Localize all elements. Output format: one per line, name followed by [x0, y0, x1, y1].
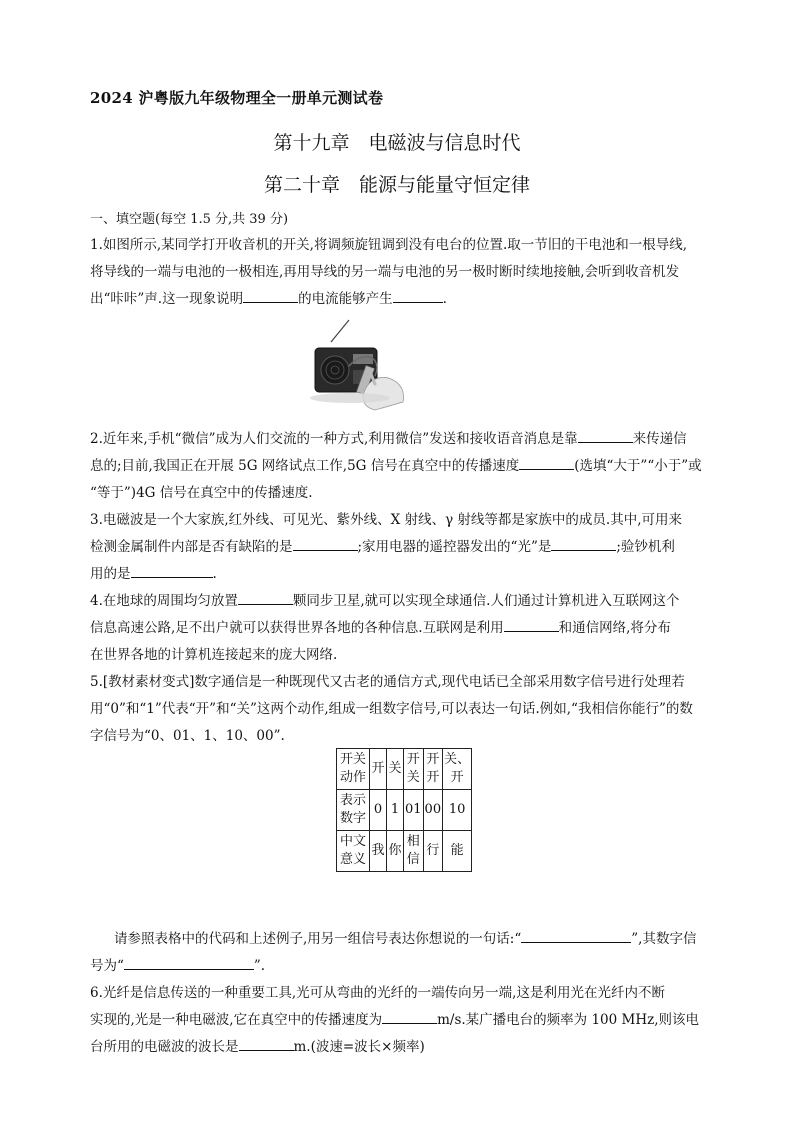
table-row: 开关动作 开 关 开关 开开 关、开 — [337, 749, 472, 790]
question-2: 2.近年来,手机“微信”成为人们交流的一种方式,利用微信”发送和接收语音消息是靠 来传递信 息的;目前,我国正在开展 5G 网络试点工作,5G 信号在真空中的传播速度 (选填“大于”“小于”或 “等于”)4G 信号在真空中的传播速度. — [90, 426, 705, 507]
answer-blank[interactable] — [521, 928, 631, 943]
question-1 — [90, 232, 705, 313]
table-row: 表示数字 0 1 01 00 10 — [337, 790, 472, 831]
question-3: 3.电磁波是一个大家族,红外线、可见光、紫外线、X 射线、γ 射线等都是家族中的成员.其中,可用来 检测金属制件内部是否有缺陷的是 ;家用电器的遥控器发出的“光”是 ;验钞机利 用的是 . — [90, 512, 683, 582]
answer-blank[interactable] — [124, 955, 254, 970]
question-5: 5.[教材素材变式]数字通信是一种既现代又古老的通信方式,现代电话已全部采用数字信号进行处理若 用“0”和“1”代表“开”和“关”这两个动作,组成一组数字信号,可以表达一句话.例如,“我相信你能行”的数 字信号为“0、01、1、10、00”. — [90, 674, 693, 744]
answer-blank[interactable] — [578, 428, 633, 443]
question-4: 4.在地球的周围均匀放置 颗同步卫星,就可以实现全球通信.人们通过计算机进入互联网这个 信息高速公路,足不出户就可以获得世界各地的各种信息.互联网是利用 和通信网络,将分布 在世界各地的计算机连接起来的庞大网络. — [90, 588, 705, 669]
q1-line-3: 出“咔咔”声.这一现象说明 的电流能够产生 . — [90, 286, 705, 313]
q1-line-2: 将导线的一端与电池的一极相连,再用导线的另一端与电池的另一极时断时续地接触,会听到收音机发 — [90, 264, 680, 280]
radio-experiment-illustration — [305, 318, 410, 416]
chapter-19-title: 第十九章 电磁波与信息时代 — [273, 132, 521, 154]
section-title: 一、填空题(每空 1.5 分,共 39 分) — [90, 212, 289, 227]
answer-blank[interactable] — [393, 288, 443, 303]
answer-blank[interactable] — [239, 1036, 294, 1051]
answer-blank[interactable] — [504, 617, 559, 632]
speaker-grille — [321, 356, 349, 384]
question-5-prompt: 请参照表格中的代码和上述例子,用另一组信号表达你想说的一句话:“ ”,其数字信 号为“ ”. — [90, 926, 705, 980]
table-row: 中文意义 我 你 相信 行 能 — [337, 831, 472, 872]
digital-code-table — [336, 748, 472, 872]
q1-line-1: 1.如图所示,某同学打开收音机的开关,将调频旋钮调到没有电台的位置.取一节旧的干电池和一根导线, — [90, 237, 688, 253]
answer-blank[interactable] — [293, 536, 358, 551]
exam-title: 2024 沪粤版九年级物理全一册单元测试卷 — [90, 89, 384, 107]
chapter-20-title: 第二十章 能源与能量守恒定律 — [263, 174, 530, 196]
answer-blank[interactable] — [131, 563, 213, 578]
answer-blank[interactable] — [519, 455, 574, 470]
question-6: 6.光纤是信息传送的一种重要工具,光可从弯曲的光纤的一端传向另一端,这是利用光在光纤内不断 实现的,光是一种电磁波,它在真空中的传播速度为 m/s.某广播电台的频率为 100 MHz,则该电 台所用的电磁波的波长是 m.(波速=波长×频率) — [90, 985, 700, 1055]
answer-blank[interactable] — [382, 1009, 437, 1024]
answer-blank[interactable] — [243, 288, 298, 303]
answer-blank[interactable] — [551, 536, 616, 551]
antenna — [331, 320, 349, 342]
answer-blank[interactable] — [238, 590, 293, 605]
